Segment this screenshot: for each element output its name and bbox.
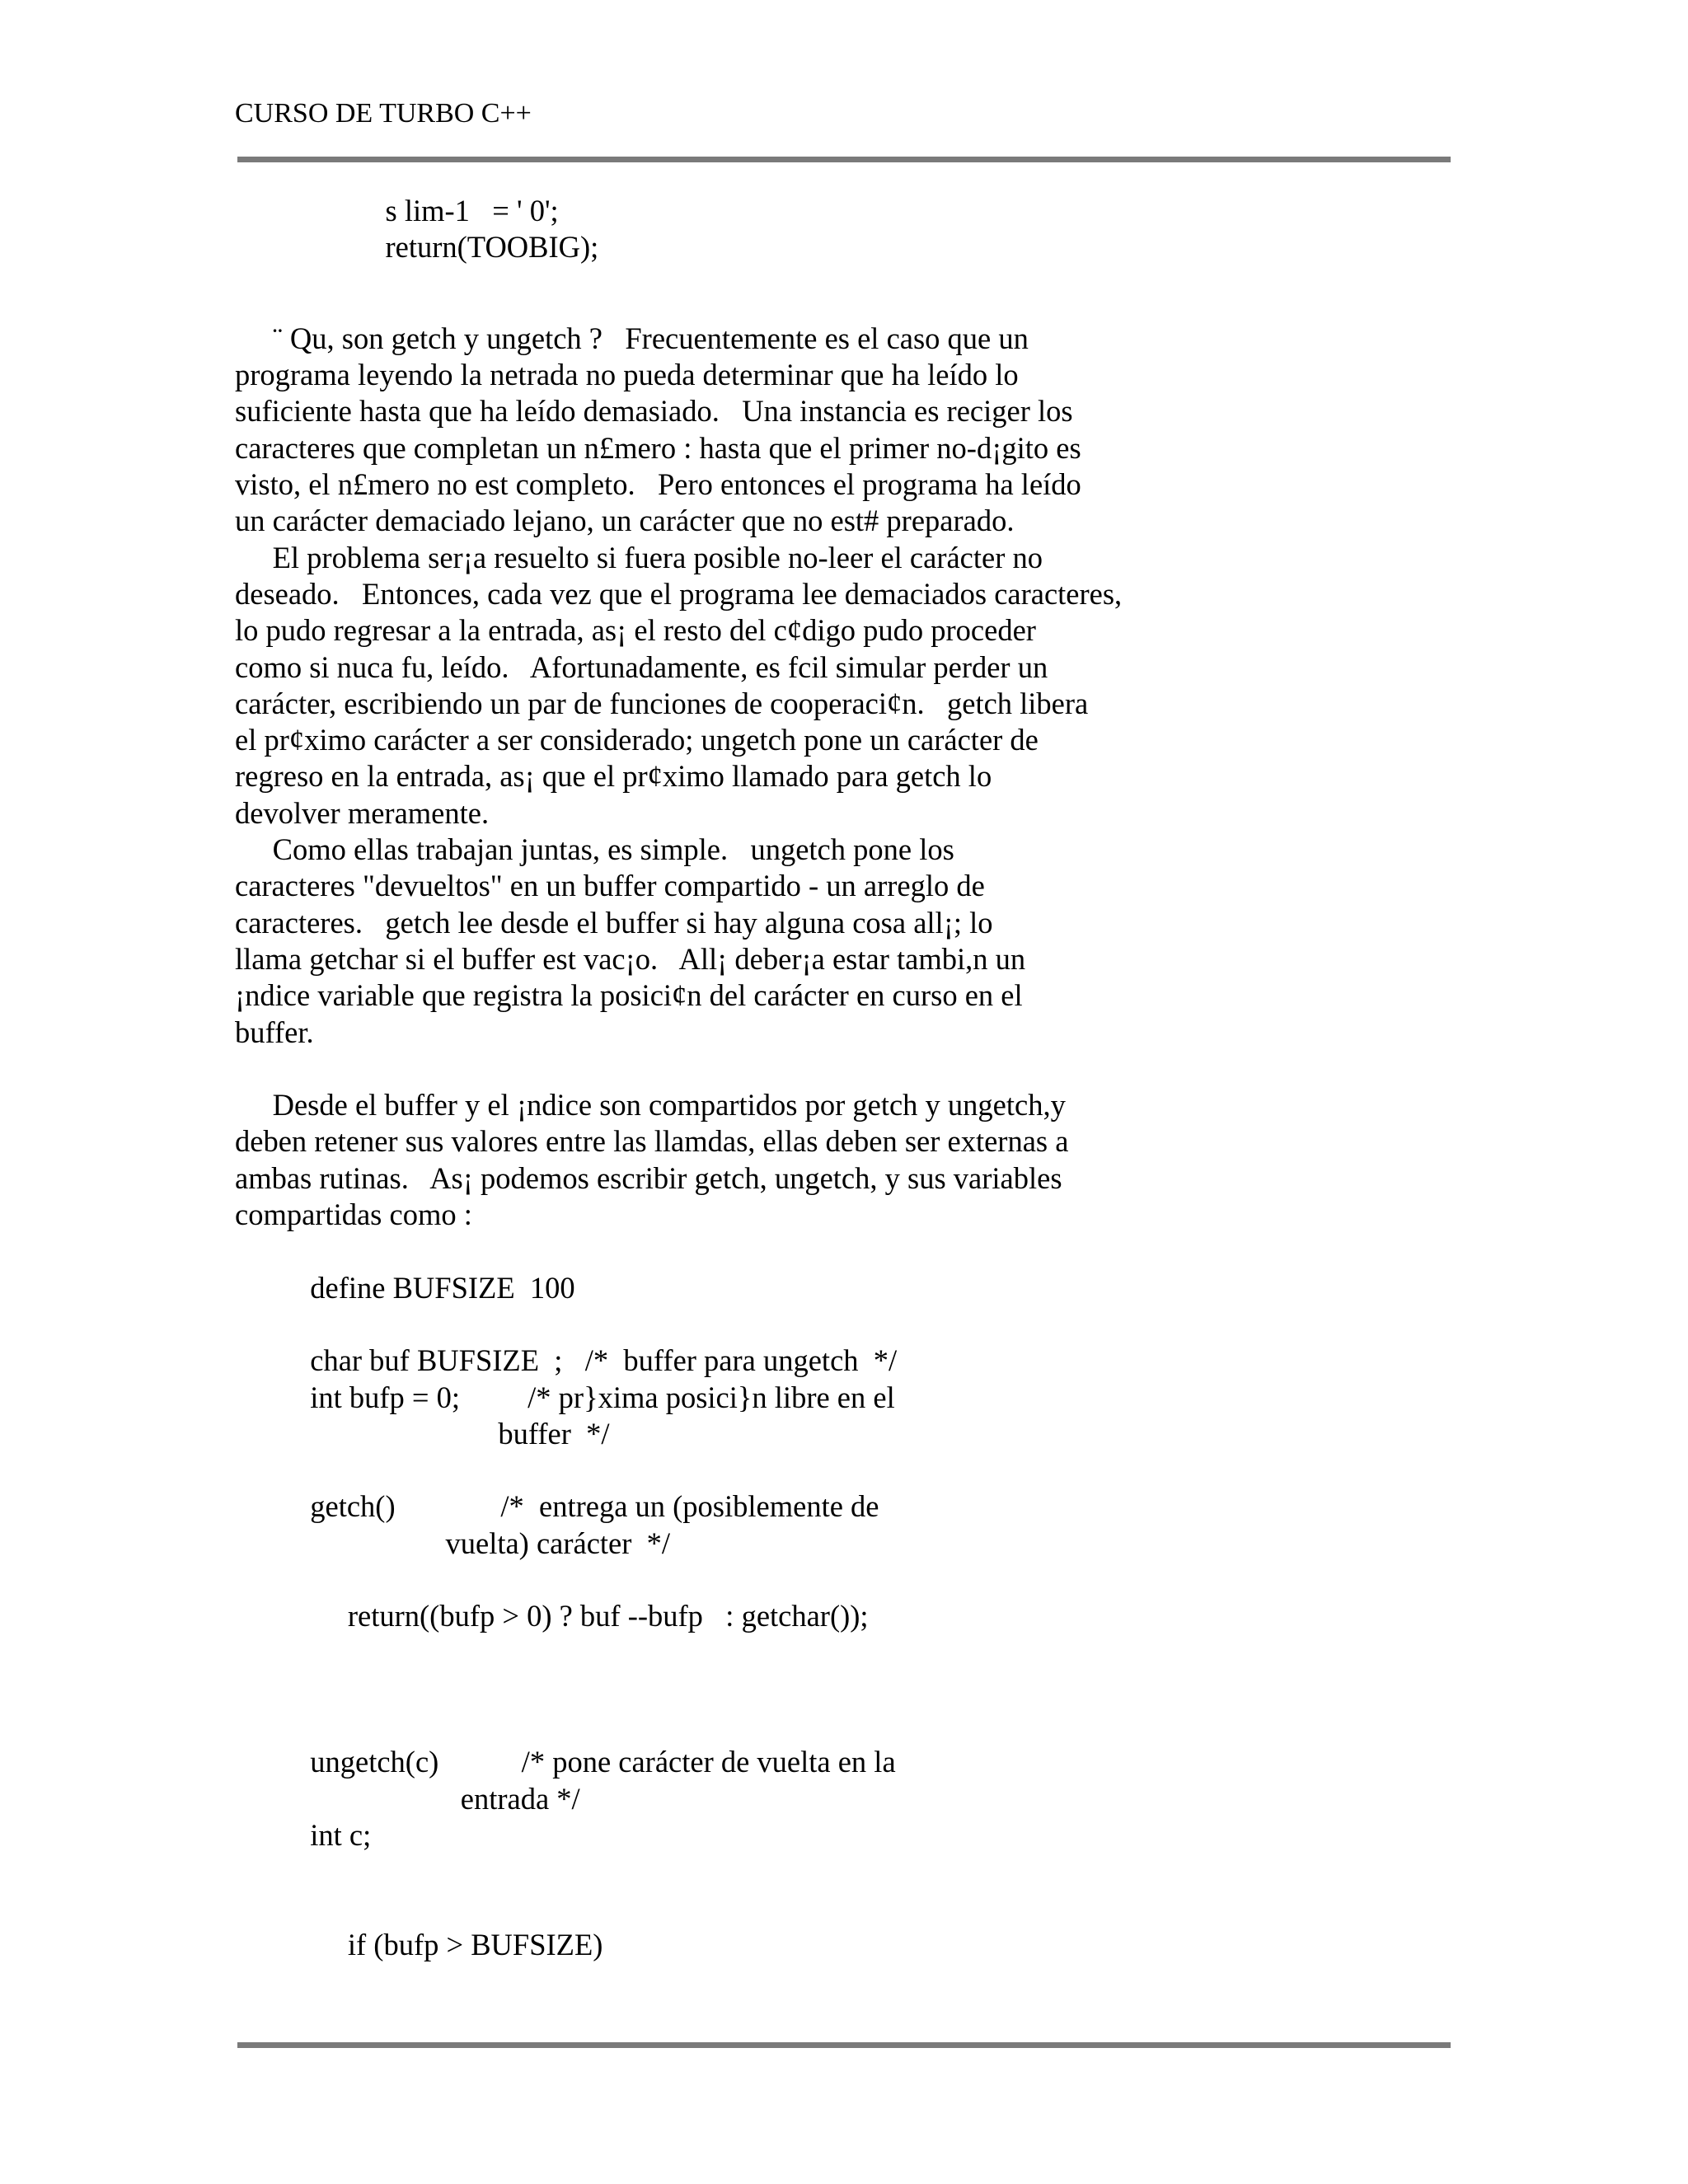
text-line: devolver meramente. (235, 795, 490, 830)
text-line: como si nuca fu, leído. Afortunadamente, es fcil simular perder un (235, 649, 1048, 684)
code-line: return((bufp > 0) ? buf --bufp : getchar()); (235, 1599, 869, 1633)
text-line: Desde el buffer y el ¡ndice son compartidos por getch y ungetch,y (235, 1088, 1066, 1122)
page-header-title: CURSO DE TURBO C++ (235, 98, 532, 129)
code-line: vuelta) carácter */ (235, 1526, 671, 1560)
footer-rule (237, 2042, 1451, 2048)
paragraph-2 (235, 540, 1224, 832)
paragraph-1 (235, 321, 1224, 540)
paragraph-3 (235, 832, 1224, 1051)
text-line: lo pudo regresar a la entrada, as¡ el resto del c¢digo pudo proceder (235, 613, 1036, 648)
code-line: buffer */ (235, 1416, 610, 1451)
text-line: caracteres "devueltos" en un buffer compartido - un arreglo de (235, 869, 985, 903)
code-line: s lim-1 = ' 0'; (235, 194, 559, 227)
document-body (235, 193, 1224, 1963)
code-block (235, 1270, 1224, 1964)
text-line: programa leyendo la netrada no pueda determinar que ha leído lo (235, 358, 1019, 392)
text-line: deseado. Entonces, cada vez que el programa lee demaciados caracteres, (235, 576, 1123, 611)
text-line: suficiente hasta que ha leído demasiado. Una instancia es reciger los (235, 394, 1073, 429)
text-line: buffer. (235, 1015, 314, 1049)
text-line: el pr¢ximo carácter a ser considerado; ungetch pone un carácter de (235, 723, 1039, 757)
code-line: return(TOOBIG); (235, 230, 599, 265)
paragraph-4 (235, 1087, 1224, 1233)
code-line: int bufp = 0; /* pr}xima posici}n libre en el (235, 1380, 895, 1414)
text-line: caracteres. getch lee desde el buffer si hay alguna cosa all¡; lo (235, 905, 993, 940)
header-rule (237, 157, 1451, 162)
code-line: if (bufp > BUFSIZE) (235, 1927, 603, 1961)
text-line: ¡ndice variable que registra la posici¢n del carácter en curso en el (235, 978, 1023, 1013)
code-line: ungetch(c) /* pone carácter de vuelta en la (235, 1745, 896, 1779)
code-line: entrada */ (235, 1781, 580, 1816)
code-line: getch() /* entrega un (posiblemente de (235, 1489, 879, 1524)
text-line: compartidas como : (235, 1197, 472, 1232)
code-line: define BUFSIZE 100 (235, 1270, 575, 1305)
text-line: El problema ser¡a resuelto si fuera posible no-leer el carácter no (235, 540, 1043, 574)
text-line: un carácter demaciado lejano, un carácter que no est# preparado. (235, 504, 1015, 538)
text-line: regreso en la entrada, as¡ que el pr¢ximo llamado para getch lo (235, 759, 992, 794)
text-line: Como ellas trabajan juntas, es simple. ungetch pone los (235, 832, 954, 867)
text-line: carácter, escribiendo un par de funciones de cooperaci¢n. getch libera (235, 686, 1089, 720)
text-line: llama getchar si el buffer est vac¡o. All¡ deber¡a estar tambi,n un (235, 941, 1026, 976)
code-line: int c; (235, 1818, 372, 1853)
code-line: char buf BUFSIZE ; /* buffer para ungetch */ (235, 1343, 898, 1378)
text-line: ¨ Qu, son getch y ungetch ? Frecuentemente es el caso que un (235, 321, 1029, 355)
text-line: ambas rutinas. As¡ podemos escribir getch, ungetch, y sus variables (235, 1160, 1062, 1195)
text-line: caracteres que completan un n£mero : hasta que el primer no-d¡gito es (235, 430, 1081, 465)
text-line: visto, el n£mero no est completo. Pero entonces el programa ha leído (235, 467, 1081, 502)
text-line: deben retener sus valores entre las llamdas, ellas deben ser externas a (235, 1124, 1069, 1159)
